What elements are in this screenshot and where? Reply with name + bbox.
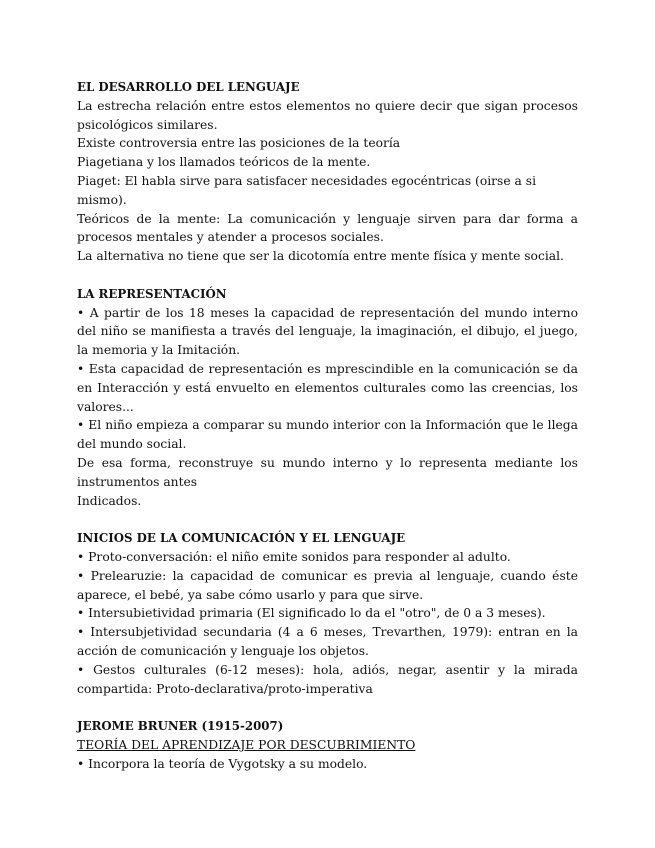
heading-inicios: INICIOS DE LA COMUNICACIÓN Y EL LENGUAJE [77,531,406,546]
bullet-item: • Gestos culturales (6-12 meses): hola, adiós, negar, asentir y la mirada compartida: Proto-declarativa/proto-imperativa [77,662,578,696]
bullet-item: • Esta capacidad de representación es mprescindible en la comunicación se da en Interacción y está envuelto en elementos culturales como las creencias, los valores... [77,361,578,414]
bullet-item: • El niño empieza a comparar su mundo interior con la Información que le llega del mundo social. [77,418,578,452]
subheading-bruner: TEORÍA DEL APRENDIZAJE POR DESCUBRIMIENTO [77,737,416,752]
heading-representacion: LA REPRESENTACIÓN [77,286,227,301]
paragraph: Teóricos de la mente: La comunicación y lenguaje sirven para dar forma a procesos mentales y atender a procesos sociales. [77,211,578,245]
paragraph: De esa forma, reconstruye su mundo interno y lo representa mediante los instrumentos antes [77,455,578,489]
bullet-item: • Prelearuzie: la capacidad de comunicar es previa al lenguaje, cuando éste aparece, el bebé, ya sabe cómo usarlo y para que sirve. [77,568,578,602]
bullet-item: • Proto-conversación: el niño emite sonidos para responder al adulto. [77,549,511,564]
heading-desarrollo: EL DESARROLLO DEL LENGUAJE [77,80,300,94]
paragraph: Piaget: El habla sirve para satisfacer necesidades egocéntricas (oirse a si mismo). [77,173,537,207]
document-body [77,78,578,773]
section-spacer [77,698,578,717]
heading-bruner: JEROME BRUNER (1915-2007) [77,719,284,734]
paragraph: La alternativa no tiene que ser la dicotomía entre mente física y mente social. [77,249,564,264]
paragraph: La estrecha relación entre estos elementos no quiere decir que sigan procesos psicológicos similares. [77,98,578,132]
bullet-item: • Intersubjetividad secundaria (4 a 6 meses, Trevarthen, 1979): entran en la acción de comunicación y lenguaje los objetos. [77,625,578,658]
bullet-item: • A partir de los 18 meses la capacidad de representación del mundo interno del niño se manifiesta a través del lenguaje, la imaginación, el dibujo, el juego, la memoria y la Imitación. [77,305,578,358]
section-spacer [77,266,578,285]
paragraph: Indicados. [77,493,142,508]
bullet-item: • Incorpora la teoría de Vygotsky a su modelo. [77,756,368,771]
paragraph: Existe controversia entre las posiciones de la teoría [77,136,401,151]
section-spacer [77,510,578,529]
paragraph: Piagetiana y los llamados teóricos de la mente. [77,155,371,170]
bullet-item: • Intersubietividad primaria (El significado lo da el "otro", de 0 a 3 meses). [77,606,546,621]
